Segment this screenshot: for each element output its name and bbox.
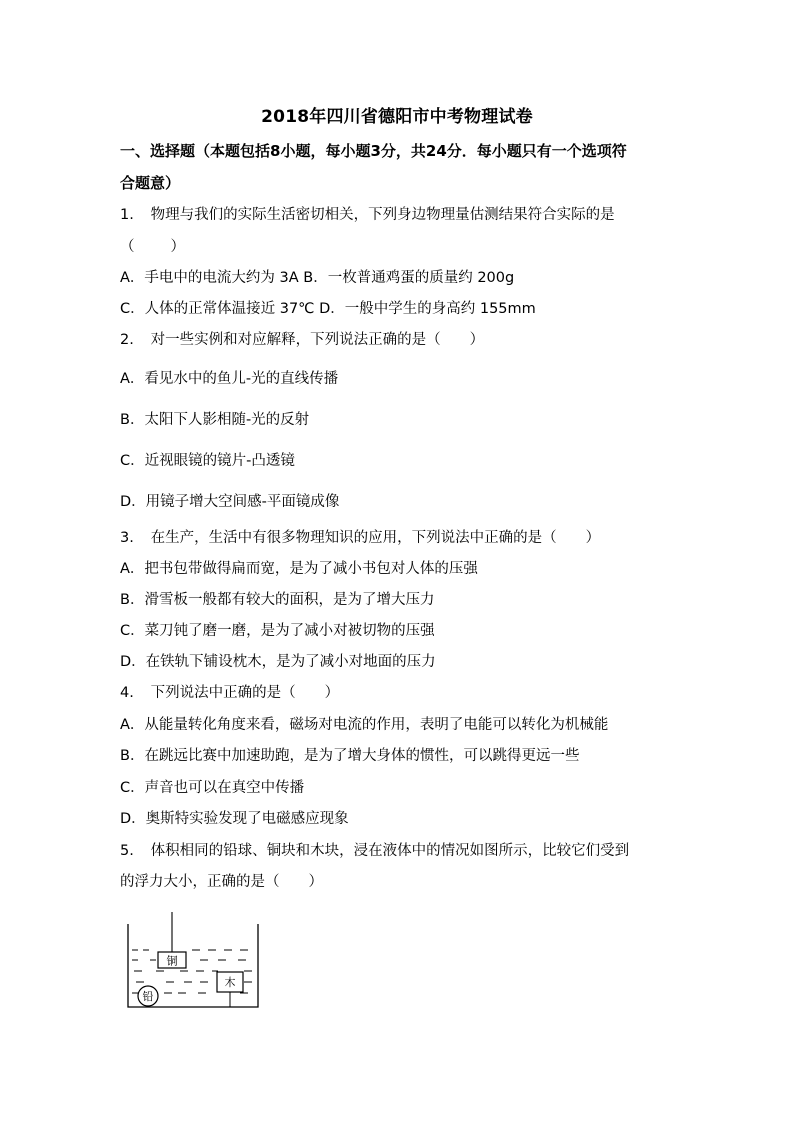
question-5-text-1: 体积相同的铅球、铜块和木块，浸在液体中的情况如图所示，比较它们受到 (150, 843, 630, 859)
question-2-number: 2. (120, 332, 134, 348)
buoyancy-figure (120, 910, 270, 1020)
question-3-option-d: D．在铁轨下铺设枕木，是为了减小对地面的压力 (120, 654, 436, 670)
question-4-option-a: A．从能量转化角度来看，磁场对电流的作用，表明了电能可以转化为机械能 (120, 717, 609, 733)
question-4-text: 下列说法中正确的是（ ） (150, 685, 340, 701)
section-heading-line2: 合题意） (120, 174, 181, 192)
paren-open: （ (120, 239, 135, 255)
question-4-option-c: C．声音也可以在真空中传播 (120, 780, 305, 796)
question-3-option-c: C．菜刀钝了磨一磨，是为了减小对被切物的压强 (120, 623, 435, 639)
question-2-option-b: B．太阳下人影相随-光的反射 (120, 412, 310, 428)
page-title: 2018年四川省德阳市中考物理试卷 (261, 107, 533, 127)
question-2-option-d: D．用镜子增大空间感-平面镜成像 (120, 494, 340, 510)
question-3-stem (120, 528, 600, 548)
lead-label: 铅 (142, 990, 154, 1003)
question-3-option-b: B．滑雪板一般都有较大的面积，是为了增大压力 (120, 592, 435, 608)
question-1-number: 1. (120, 207, 134, 223)
question-4-option-d: D．奥斯特实验发现了电磁感应现象 (120, 811, 349, 827)
question-2-stem (120, 330, 484, 350)
question-5-stem-line2: 的浮力大小，正确的是（ ） (120, 874, 323, 890)
question-4-option-b: B．在跳远比赛中加速助跑，是为了增大身体的惯性，可以跳得更远一些 (120, 748, 580, 764)
question-3-number: 3. (120, 530, 134, 546)
question-4-number: 4. (120, 685, 134, 701)
copper-label: 铜 (166, 954, 178, 968)
question-2-option-a: A．看见水中的鱼儿-光的直线传播 (120, 371, 339, 387)
question-1-options-cd: C．人体的正常体温接近 37℃ D．一般中学生的身高约 155mm (120, 301, 536, 317)
paren-close: ） (170, 239, 185, 255)
wood-label: 木 (224, 976, 236, 989)
question-4-stem (120, 683, 339, 703)
question-1-stem (120, 205, 615, 225)
question-3-option-a: A．把书包带做得扁而宽，是为了减小书包对人体的压强 (120, 561, 478, 577)
question-1-answer-paren (120, 237, 185, 257)
section-heading-line1: 一、选择题（本题包括8小题，每小题3分，共24分．每小题只有一个选项符 (120, 142, 627, 160)
question-1-text: 物理与我们的实际生活密切相关，下列身边物理量估测结果符合实际的是 (150, 207, 615, 223)
question-3-text: 在生产，生活中有很多物理知识的应用，下列说法中正确的是（ ） (150, 530, 601, 546)
question-2-option-c: C．近视眼镜的镜片-凸透镜 (120, 453, 295, 469)
question-5-number: 5. (120, 843, 134, 859)
question-5-stem-line1 (120, 841, 629, 861)
question-1-options-ab: A．手电中的电流大约为 3A B．一枚普通鸡蛋的质量约 200g (120, 270, 515, 286)
question-2-text: 对一些实例和对应解释，下列说法正确的是（ ） (150, 332, 485, 348)
buoyancy-figure-svg (120, 910, 270, 1020)
